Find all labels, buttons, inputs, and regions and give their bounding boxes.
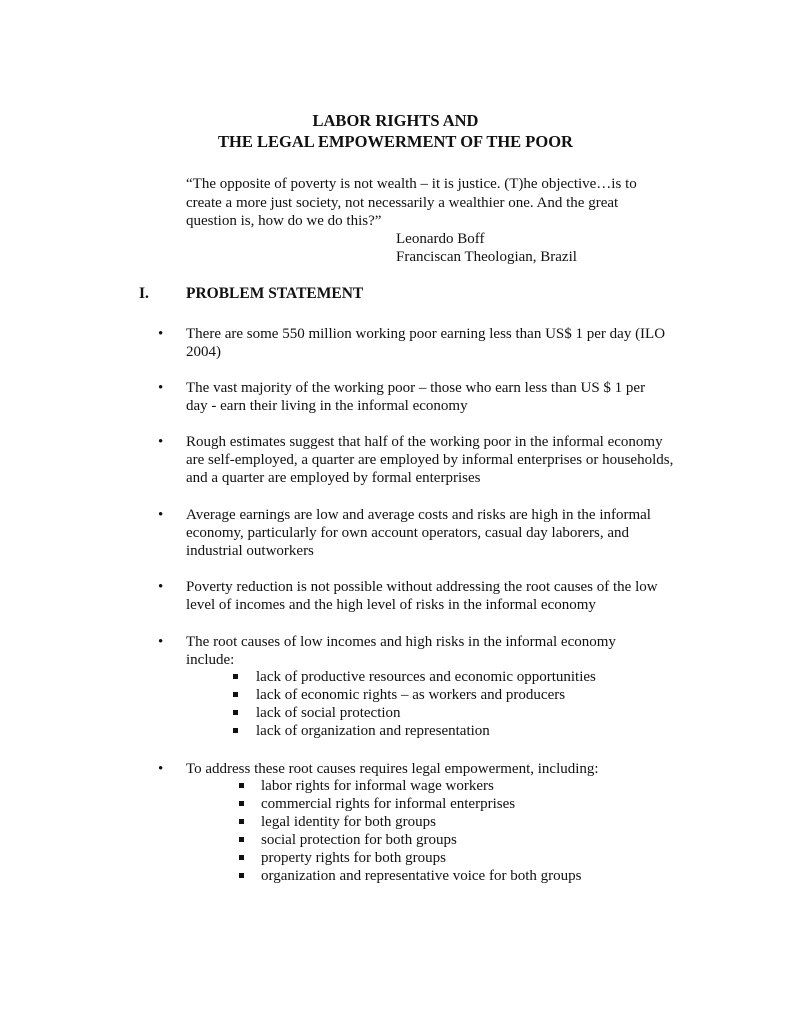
bullet-marker: • bbox=[158, 761, 164, 777]
bullet-marker: • bbox=[158, 380, 164, 396]
quote-author-title: Franciscan Theologian, Brazil bbox=[396, 249, 577, 265]
root-cause-item: lack of organization and representation bbox=[256, 723, 490, 739]
empowerment-item: labor rights for informal wage workers bbox=[261, 778, 494, 794]
square-bullet-icon bbox=[239, 837, 244, 842]
bullet-marker: • bbox=[158, 634, 164, 650]
square-bullet-icon bbox=[239, 801, 244, 806]
square-bullet-icon bbox=[233, 728, 238, 733]
square-bullet-icon bbox=[233, 674, 238, 679]
root-cause-item: lack of economic rights – as workers and producers bbox=[256, 687, 566, 703]
bullet-marker: • bbox=[158, 579, 164, 595]
bullet-item-6: The root causes of low incomes and high risks in the informal economy include: bbox=[186, 634, 616, 668]
bullet-item-1: There are some 550 million working poor earning less than US$ 1 per day (ILO 2004) bbox=[186, 326, 666, 360]
bullet-marker: • bbox=[158, 434, 164, 450]
bullet-marker: • bbox=[158, 507, 164, 523]
bullet-marker: • bbox=[158, 326, 164, 342]
square-bullet-icon bbox=[239, 873, 244, 878]
empowerment-item: organization and representative voice for both groups bbox=[261, 868, 582, 884]
bullet-item-7: To address these root causes requires legal empowerment, including: bbox=[186, 761, 599, 777]
empowerment-item: commercial rights for informal enterprises bbox=[261, 796, 516, 812]
square-bullet-icon bbox=[239, 819, 244, 824]
root-cause-item: lack of productive resources and economic opportunities bbox=[256, 669, 596, 685]
quote-author: Leonardo Boff bbox=[396, 231, 485, 247]
square-bullet-icon bbox=[239, 783, 244, 788]
section-number: I. bbox=[139, 285, 149, 302]
empowerment-item: legal identity for both groups bbox=[261, 814, 436, 830]
square-bullet-icon bbox=[233, 692, 238, 697]
bullet-item-5: Poverty reduction is not possible without addressing the root causes of the low level of incomes and the high level of risks in the informal economy bbox=[186, 579, 658, 613]
document-title-line-1: LABOR RIGHTS AND bbox=[312, 111, 479, 130]
square-bullet-icon bbox=[239, 855, 244, 860]
epigraph-quote: “The opposite of poverty is not wealth – it is justice. (T)he objective…is to create a more just society, not necessarily a wealthier one. And the great question is, how do we do this?” bbox=[186, 176, 637, 229]
bullet-item-4: Average earnings are low and average costs and risks are high in the informal economy, particularly for own account operators, casual day laborers, and industrial outworkers bbox=[186, 507, 651, 559]
square-bullet-icon bbox=[233, 710, 238, 715]
empowerment-item: property rights for both groups bbox=[261, 850, 446, 866]
section-heading: PROBLEM STATEMENT bbox=[186, 285, 364, 302]
root-cause-item: lack of social protection bbox=[256, 705, 401, 721]
empowerment-item: social protection for both groups bbox=[261, 832, 457, 848]
bullet-item-2: The vast majority of the working poor – those who earn less than US $ 1 per day - earn their living in the informal economy bbox=[186, 380, 646, 414]
document-title-line-2: THE LEGAL EMPOWERMENT OF THE POOR bbox=[218, 132, 573, 151]
bullet-item-3: Rough estimates suggest that half of the working poor in the informal economy are self-employed, a quarter are employed by informal enterprises or households, and a quarter are employed by formal enterprises bbox=[186, 434, 674, 486]
